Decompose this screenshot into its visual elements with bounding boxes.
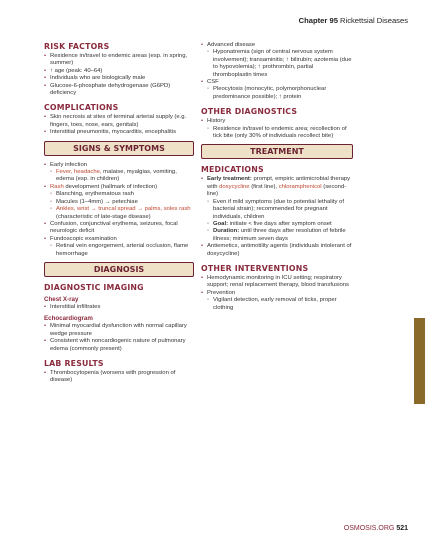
list-item: [44, 206, 194, 221]
list-item: ◦ Residence in/travel to endemic area; recollection of tick bite (only 30% of individuals recollect bite): [201, 126, 353, 141]
goal-text: initiate < five days after symptom onset: [228, 220, 332, 227]
diagnostic-imaging-heading: DIAGNOSTIC IMAGING: [44, 282, 144, 292]
echo-list: [44, 323, 194, 353]
chapter-tab: [414, 318, 425, 404]
list-item: ◦ Macules (1–4mm) → petechiae: [44, 199, 194, 206]
interventions-list: [201, 275, 353, 312]
lab-results-heading: LAB RESULTS: [44, 358, 104, 368]
complications-heading: COMPLICATIONS: [44, 103, 119, 113]
diagnosis-banner: DIAGNOSIS: [44, 262, 194, 277]
list-item: • Fundoscopic examination: [44, 236, 194, 243]
list-item: • Individuals who are biologically male: [44, 75, 194, 82]
list-item: • Consistent with noncardiogenic nature of pulmonary edema (commonly present): [44, 338, 194, 353]
fever-rest: malaise, myalgias, vomiting, edema (esp. in children): [56, 169, 177, 183]
fever-headache: Fever, headache,: [56, 169, 102, 176]
list-item: [201, 221, 353, 228]
signs-symptoms-banner: SIGNS & SYMPTOMS: [44, 141, 194, 156]
early-text: prompt, empiric antimicrobial therapy with: [207, 176, 351, 190]
list-item: • Hemodynamic monitoring in ICU setting; respiratory support; renal replacement therapy, blood transfusions: [201, 275, 353, 290]
duration-text: until three days after resolution of febrile illness; minimum seven days: [213, 228, 346, 242]
page-number: 521: [396, 525, 408, 532]
goal-label: Goal:: [213, 220, 229, 227]
right-column: [201, 42, 353, 312]
left-column: [44, 42, 194, 385]
lab-list: [44, 370, 194, 385]
list-item: ◦ Retinal vein engorgement, arterial occlusion, flame hemorrhage: [44, 243, 194, 258]
list-item: • Antiemetics, antimotility agents (individuals intolerant of doxycycline): [201, 243, 353, 258]
list-item: • Residence in/travel to endemic areas (esp. in spring, summer): [44, 53, 194, 68]
ankles-spread: Ankles, wrist → truncal spread → palms, soles rash: [56, 206, 191, 213]
list-item: • Skin necrosis at sites of terminal arterial supply (e.g. fingers, toes, nose, ears, genitals): [44, 114, 194, 129]
signs-symptoms-list: [44, 162, 194, 258]
first-line: (first line),: [249, 183, 279, 190]
other-dx-list: [201, 118, 353, 140]
list-item: • Thrombocytopenia (worsens with progression of disease): [44, 370, 194, 385]
chest-xray-heading: Chest X-ray: [44, 295, 79, 303]
rash-label: Rash: [50, 183, 64, 190]
treatment-banner: TREATMENT: [201, 144, 353, 159]
other-diagnostics-heading: OTHER DIAGNOSTICS: [201, 107, 298, 117]
list-item: • Interstitial pneumonitis, myocarditis, encephalitis: [44, 129, 194, 136]
echocardiogram-heading: Echocardiogram: [44, 315, 93, 323]
duration-label: Duration:: [213, 228, 240, 235]
list-item: • ↑ age (peak: 40–64): [44, 68, 194, 75]
list-item: • Prevention: [201, 290, 353, 297]
second-line: (second-line): [207, 183, 347, 198]
list-item: • Confusion, conjunctival erythema, seizures, focal neurologic deficit: [44, 221, 194, 236]
list-item: • Advanced disease: [201, 42, 353, 49]
list-item: [44, 169, 194, 184]
list-item: • CSF: [201, 79, 353, 86]
list-item: [201, 176, 353, 198]
chloramphenicol: chloramphenicol: [278, 183, 322, 190]
early-label: Early treatment:: [207, 176, 252, 183]
risk-factors-heading: RISK FACTORS: [44, 42, 110, 51]
chapter-number: Chapter 95: [298, 16, 338, 25]
medications-list: [201, 176, 353, 257]
ankles-rest: (characteristic of late-stage disease): [56, 213, 151, 220]
list-item: ◦ Even if mild symptoms (due to potential lethality of bacterial strain); recommended for pregnant individuals, children: [201, 199, 353, 221]
list-item: • Minimal myocardial dysfunction with normal capillary wedge pressure: [44, 323, 194, 338]
list-item: [44, 184, 194, 191]
chapter-title: Rickettsial Diseases: [340, 16, 408, 25]
medications-heading: MEDICATIONS: [201, 165, 264, 175]
list-item: [201, 228, 353, 243]
list-item: • Interstitial infiltrates: [44, 304, 194, 311]
advanced-list: [201, 42, 353, 101]
risk-factors-list: [44, 53, 194, 97]
list-item: • Glucose-6-phosphate dehydrogenase (G6PD) deficiency: [44, 83, 194, 98]
list-item: ◦ Blanching, erythematous rash: [44, 191, 194, 198]
rash-rest: development (hallmark of infection): [63, 183, 158, 190]
list-item: • Early infection: [44, 162, 194, 169]
xray-list: [44, 304, 194, 311]
list-item: ◦ Vigilant detection, early removal of ticks, proper clothing: [201, 297, 353, 312]
doxycycline: doxycycline: [219, 183, 250, 190]
complications-list: [44, 114, 194, 136]
page-header: [299, 16, 408, 25]
site-name: OSMOSIS.ORG: [343, 525, 395, 532]
list-item: ◦ Hyponatremia (sign of central nervous system involvement); transaminitis; ↑ bilirubin; azotemia (due to hypovolemia); ↑ prothrombin, partial thromboplastin times: [201, 49, 353, 79]
list-item: ◦ Pleocytosis (monocytic, polymorphonuclear predominance possible); ↑ protein: [201, 86, 353, 101]
list-item: • History: [201, 118, 353, 125]
other-interventions-heading: OTHER INTERVENTIONS: [201, 263, 309, 273]
page-footer: [344, 525, 408, 532]
